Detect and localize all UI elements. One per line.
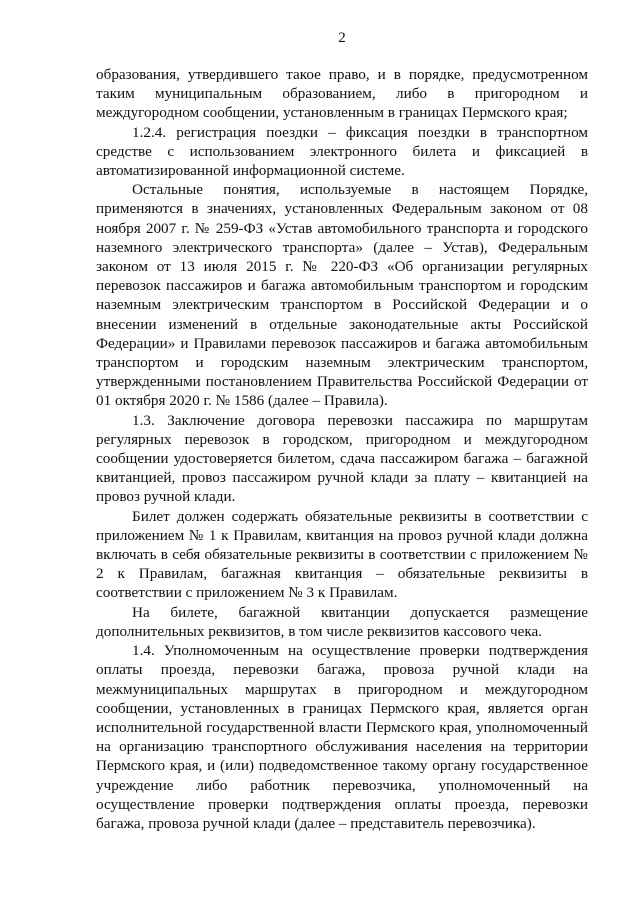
- paragraph-continuation: образования, утвердившего такое право, и в порядке, предусмотренном таким муниципальным образованием, либо в пригородном и междугородном сообщении, установленным в границах Пермского края;: [96, 66, 588, 122]
- page-number: 2: [338, 30, 346, 46]
- paragraph-1-3: 1.3. Заключение договора перевозки пассажира по маршрутам регулярных перевозок в городском, пригородном и междугородном сообщении удостоверяется билетом, сдача пассажиром багажа – багажной квитанцией, провоз пассажиром ручной клади за плату – квитанцией на провоз ручной клади.: [96, 411, 588, 506]
- paragraph-other-terms: Остальные понятия, используемые в настоящем Порядке, применяются в значениях, установленных Федеральным законом от 08 ноября 2007 г. № 259-ФЗ «Устав автомобильного транспорта и городского наземного электрического транспорта» (далее – Устав), Федеральным законом от 13 июля 2015 г. № 220-ФЗ «Об организации регулярных перевозок пассажиров и багажа автомобильным транспортом и городским наземным электрическим транспортом в Российской Федерации и о внесении изменений в отдельные законодательные акты Российской Федерации» и Правилами перевозок пассажиров и багажа автомобильным транспортом и городским наземным электрическим транспортом, утвержденными постановлением Правительства Российской Федерации от 01 октября 2020 г. № 1586 (далее – Правила).: [96, 181, 588, 410]
- paragraph-1-4: 1.4. Уполномоченным на осуществление проверки подтверждения оплаты проезда, перевозки багажа, провоза ручной клади на межмуниципальных маршрутах в пригородном и междугородном сообщении, установленных в границах Пермского края, является орган исполнительной государственной власти Пермского края, уполномоченный на организацию транспортного обслуживания населения на территории Пермского края, и (или) подведомственное такому органу государственное учреждение либо работник перевозчика, уполномоченный на осуществление проверки подтверждения оплаты проезда, перевозки багажа, провоза ручной клади (далее – представитель перевозчика).: [96, 642, 588, 832]
- paragraph-additional-requisites: На билете, багажной квитанции допускается размещение дополнительных реквизитов, в том числе реквизитов кассового чека.: [96, 603, 588, 640]
- paragraph-ticket-requisites: Билет должен содержать обязательные реквизиты в соответствии с приложением № 1 к Правилам, квитанция на провоз ручной клади должна включать в себя обязательные реквизиты в соответствии с приложением № 2 к Правилам, багажная квитанция – обязательные реквизиты в соответствии с приложением № 3 к Правилам.: [96, 507, 588, 602]
- paragraph-1-2-4: 1.2.4. регистрация поездки – фиксация поездки в транспортном средстве с использованием электронного билета и фиксацией в автоматизированной информационной системе.: [96, 123, 588, 180]
